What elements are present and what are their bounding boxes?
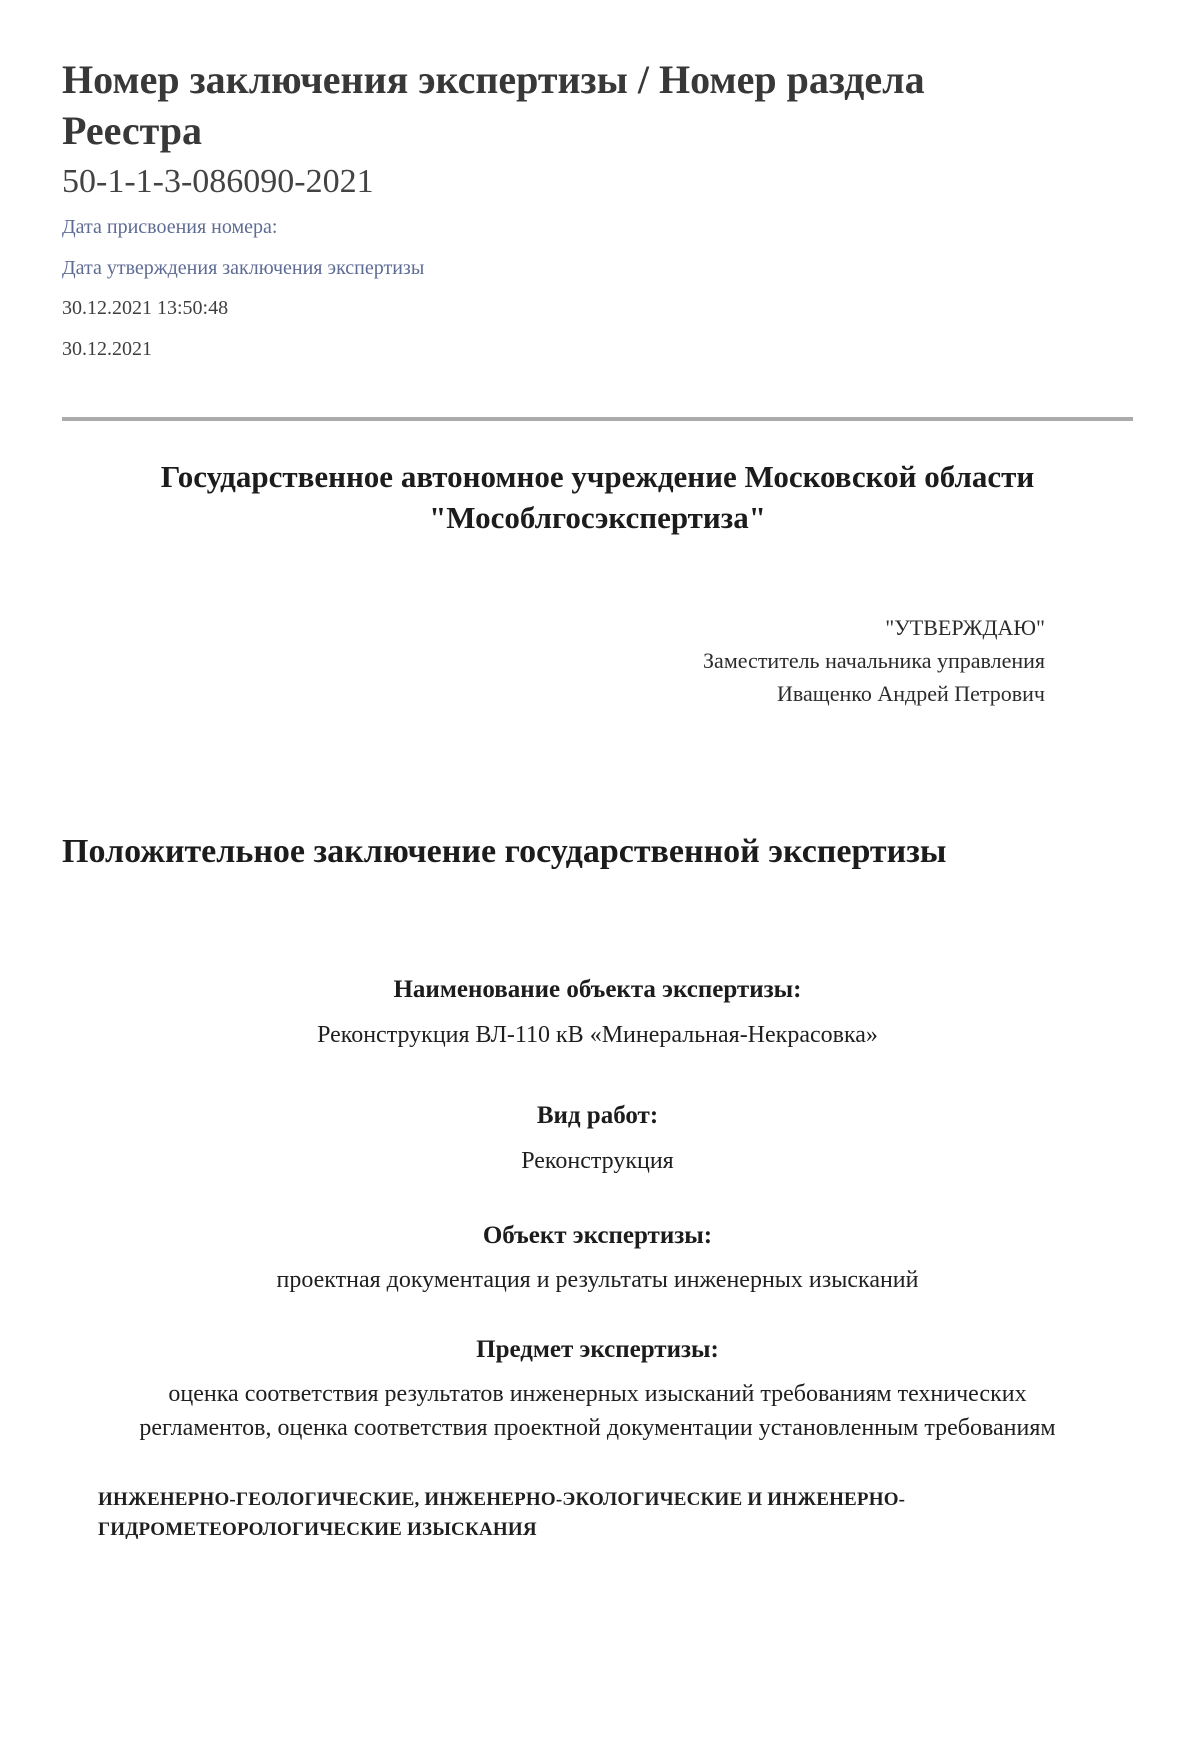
- organization-full-name: Государственное автономное учреждение Московской области: [160, 459, 1035, 495]
- section-work-type: [62, 1100, 1133, 1178]
- section-heading: Вид работ:: [536, 1102, 659, 1130]
- document-page: [0, 54, 1200, 1754]
- survey-types: ИНЖЕНЕРНО-ГЕОЛОГИЧЕСКИЕ, ИНЖЕНЕРНО-ЭКОЛОГИЧЕСКИЕ И ИНЖЕНЕРНО-ГИДРОМЕТЕОРОЛОГИЧЕСКИЕ ИЗЫСКАНИЯ: [98, 1489, 906, 1540]
- approval-position: Заместитель начальника управления: [703, 648, 1045, 674]
- section-heading: Объект экспертизы:: [482, 1222, 713, 1250]
- section-text: Реконструкция ВЛ-110 кВ «Минеральная-Некрасовка»: [317, 1021, 878, 1048]
- section-heading: Предмет экспертизы:: [476, 1336, 719, 1363]
- section-text: проектная документация и результаты инженерных изысканий: [276, 1267, 919, 1294]
- section-expertise-object: [62, 1220, 1133, 1298]
- section-object-name: [62, 974, 1133, 1052]
- organization-name-block: [148, 457, 1048, 539]
- assign-datetime-value: 30.12.2021 13:50:48: [62, 297, 229, 320]
- assign-date-label: Дата присвоения номера:: [62, 216, 278, 239]
- approval-stamp: "УТВЕРЖДАЮ": [885, 615, 1045, 641]
- approval-date-value: 30.12.2021: [62, 338, 152, 361]
- section-text: Реконструкция: [521, 1147, 674, 1174]
- registry-title: Номер заключения экспертизы / Номер раздела Реестра: [62, 57, 925, 154]
- conclusion-title: Положительное заключение государственной экспертизы: [62, 833, 947, 871]
- organization-short-name: "Мособлгосэкспертиза": [429, 500, 766, 536]
- section-text: оценка соответствия результатов инженерных изысканий требованиям технических регламентов, оценка соответствия проектной документации установленным требованиям: [139, 1381, 1056, 1441]
- expertise-number: 50-1-1-3-086090-2021: [62, 163, 374, 201]
- section-divider: [62, 417, 1133, 421]
- approval-person: Иващенко Андрей Петрович: [777, 681, 1045, 707]
- section-expertise-subject: [62, 1334, 1133, 1445]
- section-heading: Наименование объекта экспертизы:: [393, 976, 802, 1004]
- approval-block: [62, 611, 1045, 710]
- approval-date-label: Дата утверждения заключения экспертизы: [62, 257, 425, 280]
